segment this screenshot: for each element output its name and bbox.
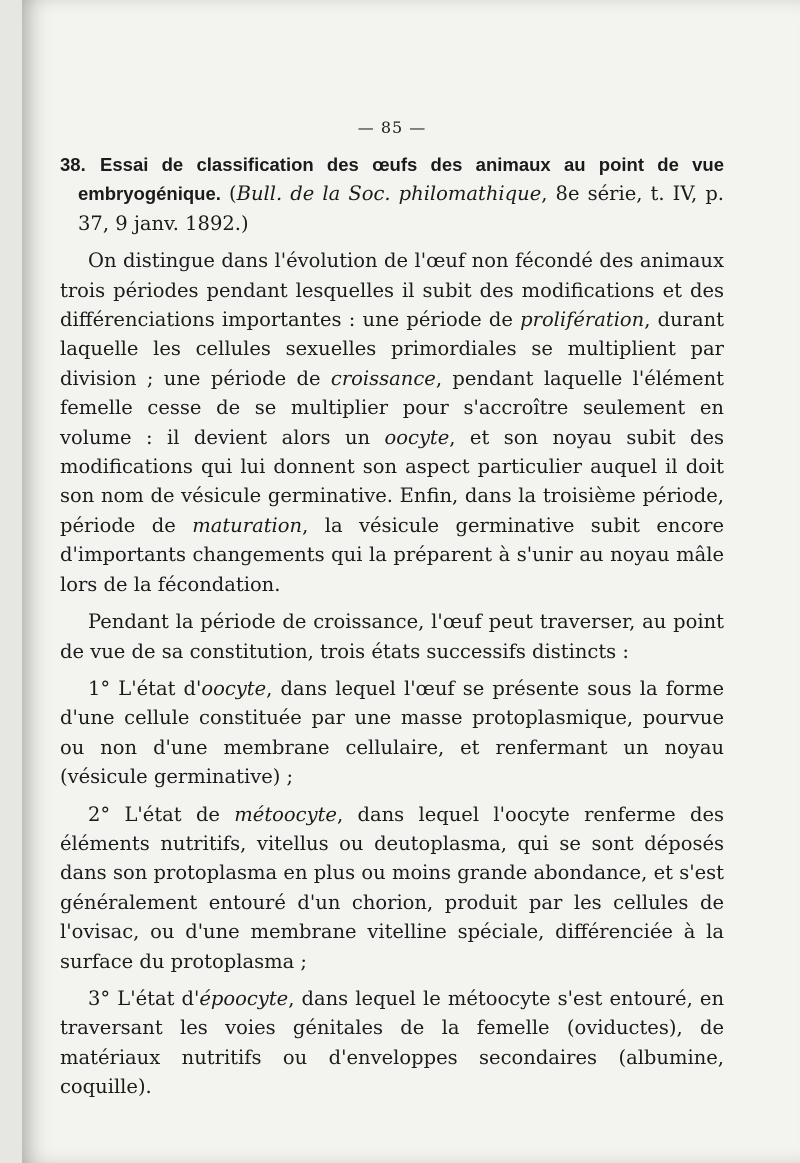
text-run: , durant laquelle les cellules sexuelles primordiales se multiplient par division ; une période de bbox=[60, 308, 725, 390]
text-run: On distingue dans l'évolution de l'œuf non fécondé des animaux trois périodes pendant lesquelles il subit des modifications et des différenciations importantes : une période de bbox=[60, 249, 724, 332]
entry-heading bbox=[60, 150, 724, 238]
text-run: , dans lequel l'œuf se présente sous la forme d'une cellule constituée par une masse protoplasmique, pourvue ou non d'une membrane cellulaire, et renfermant un noyau (vésicule germinative) ; bbox=[60, 676, 725, 789]
citation-rest: , 8e série, t. IV, p. 37, 9 janv. 1892.) bbox=[78, 182, 725, 235]
citation-journal: Bull. de la Soc. philomathique bbox=[236, 182, 542, 206]
paragraph-1 bbox=[60, 246, 724, 599]
text-run: , dans lequel l'oocyte renferme des éléments nutritifs, vitellus ou deutoplasma, qui se sont déposés dans son protoplasma en plus ou moins grande abondance, et s'est généralement entouré d'un chorion, produit par les cellules de l'ovisac, ou d'une membrane vitelline spéciale, différenciée à la surface du protoplasma ; bbox=[60, 802, 724, 973]
italic-term: métoocyte bbox=[234, 802, 337, 826]
list-item-3 bbox=[60, 984, 724, 1102]
text-run: , dans lequel le métoocyte s'est entouré, en traversant les voies génitales de la femelle (oviductes), de matériaux nutritifs ou d'enveloppes secondaires (albumine, coquille). bbox=[60, 986, 724, 1099]
text-run: , pendant laquelle l'élément femelle cesse de se multiplier pour s'accroître seulement en volume : il devient alors un bbox=[60, 366, 724, 449]
text-run: , et son noyau subit des modifications qui lui donnent son aspect particulier auquel il doit son nom de vésicule germinative. Enfin, dans la troisième période, période de bbox=[60, 425, 724, 537]
list-item-2 bbox=[60, 800, 724, 976]
list-item-1 bbox=[60, 674, 724, 792]
italic-term: oocyte bbox=[201, 676, 267, 700]
text-run: , la vésicule germinative subit encore d'importants changements qui la préparent à s'unir au noyau mâle lors de la fécondation. bbox=[60, 513, 724, 596]
scanned-page bbox=[22, 0, 800, 1163]
italic-term: croissance bbox=[330, 366, 436, 390]
italic-term: oocyte bbox=[384, 425, 450, 449]
entry-title: Essai de classification des œufs des animaux au point de vue embryogénique. bbox=[78, 154, 724, 205]
text-run: 3° L'état d' bbox=[88, 986, 200, 1010]
italic-term: époocyte bbox=[199, 986, 289, 1010]
italic-term: prolifération bbox=[520, 308, 645, 332]
entry-number: 38. bbox=[60, 154, 86, 175]
page-number: — 85 — bbox=[357, 118, 427, 137]
citation-open: ( bbox=[229, 182, 237, 206]
paragraph-2: Pendant la période de croissance, l'œuf peut traverser, au point de vue de sa constitution, trois états successifs distincts : bbox=[60, 610, 724, 663]
text-run: 1° L'état d' bbox=[88, 676, 202, 700]
page-content bbox=[60, 116, 724, 1110]
italic-term: maturation bbox=[192, 513, 303, 537]
text-run: 2° L'état de bbox=[88, 802, 235, 826]
